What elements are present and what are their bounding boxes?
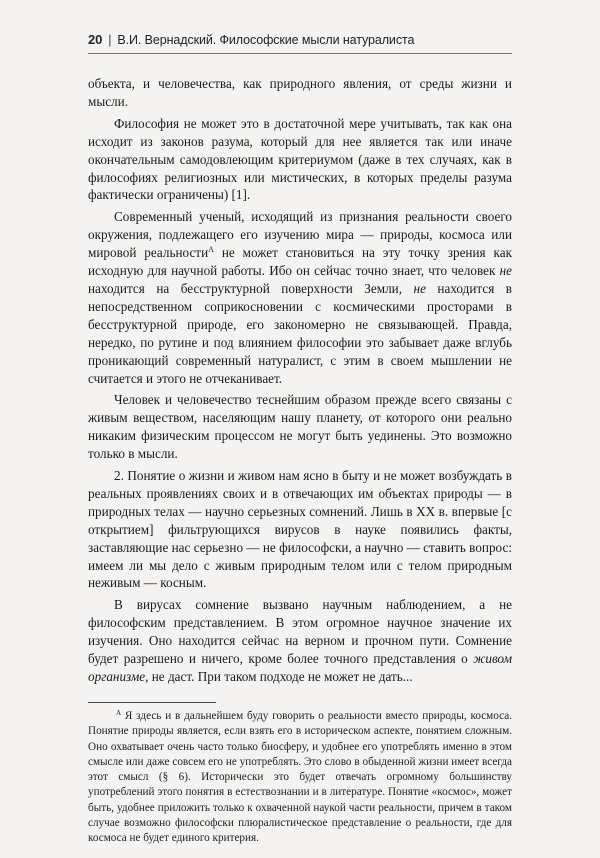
header-rule xyxy=(88,53,512,54)
paragraph-section-2 xyxy=(88,467,512,592)
paragraph-text: находится в непосредственном соприкосновении с космическими просторами в бесструктурной природе, его закономерно не связывающей. Правда, нередко, по рутине и под влиянием философии это забывает даже вглубь проникающий современный натуралист, с этим в своем мышлении не считается и этого не отчеканивает. xyxy=(88,280,512,386)
emphasis: не xyxy=(413,280,426,296)
paragraph-text: В вирусах сомнение вызвано научным наблюдением, а не философским представлением. В этом огромное научное значение их изучения. Оно находится сейчас на верном и прочном пути. Сомнение будет разрешено и ничего, кроме более точного представления о xyxy=(88,597,512,667)
page-number: 20 xyxy=(88,32,103,47)
footnote-text: Я здесь и в дальнейшем буду говорить о реальности вместо природы, космоса. Понятие природы является, если взять его в историческом аспекте, понятием сложным. Оно охватывает очень часто только биосферу, и удобнее его употреблять именно в этом смысле или даже совсем его не употреблять. Это слово в обыденной жизни имеет всегда этот смысл (§ 6). Исторически это будет отвечать огромному большинству употреблений этого понятия в естествознании и в литературе. Понятие «космос», может быть, удобнее приложить только к охваченной наукой части реальности, причем в таком случае возможно философски плюралистическое представление о реальности, где для космоса не будет единого критерия. xyxy=(88,709,512,845)
paragraph-text: Современный ученый, исходящий из признания реальности своего окружения, подлежащего его изучению мира — природы, космоса или мировой реальности xyxy=(88,209,512,261)
footnote xyxy=(88,709,512,847)
paragraph-philosophy xyxy=(88,115,512,205)
footnote-mark: A xyxy=(116,708,122,717)
paragraph-humanity xyxy=(88,391,512,463)
paragraph-text: Философия не может это в достаточной мере учитывать, так как она исходит из законов разума, который для нее является так или иначе окончательным самодовлеющим критериумом (даже в тех случаях, как в философиях религиозных или мистических, в которых пределы разума фактически ограничены) [1]. xyxy=(88,115,512,203)
paragraph-continuation xyxy=(88,75,512,111)
paragraph-text: 2. Понятие о жизни и живом нам ясно в быту и не может возбуждать в реальных проявлениях своих и в отвечающих им объектах природы — в природных телах — научно серьезных сомнений. Лишь в XX в. впервые [с открытием] фильтрующихся вирусов в науке появились факты, заставляющие нас серьезно — не философски, а научно — ставить вопрос: имеем ли мы дело с живым природным телом или с телом природным неживым — косным. xyxy=(88,468,512,591)
paragraph-text: , не даст. При таком подходе не может не дать... xyxy=(145,669,413,684)
paragraph-text: не может становиться на эту точку зрения как исходную для научной работы. Ибо он сейчас точно знает, что человек xyxy=(88,245,512,279)
header-separator: | xyxy=(108,33,112,47)
emphasis: живом организме xyxy=(88,651,512,684)
paragraph-viruses xyxy=(88,596,512,686)
emphasis: не xyxy=(499,263,512,279)
main-text xyxy=(88,75,512,686)
paragraph-text: Человек и человечество теснейшим образом прежде всего связаны с живым веществом, населяющим нашу планету, от которого они реально никаким физическим процессом не могут быть уединены. Это возможно только в мысли. xyxy=(88,392,512,462)
paragraph-text: объекта, и человечества, как природного явления, от среды жизни и мысли. xyxy=(88,76,512,109)
book-page xyxy=(88,32,512,858)
paragraph-text: находится на бесструктурной поверхности Земли, xyxy=(88,280,414,296)
paragraph-modern-scientist xyxy=(88,208,512,387)
footnote-rule xyxy=(88,702,216,703)
running-title: В.И. Вернадский. Философские мысли натуралиста xyxy=(117,33,415,47)
footnote-reference: A xyxy=(208,245,214,255)
running-header xyxy=(88,32,512,47)
